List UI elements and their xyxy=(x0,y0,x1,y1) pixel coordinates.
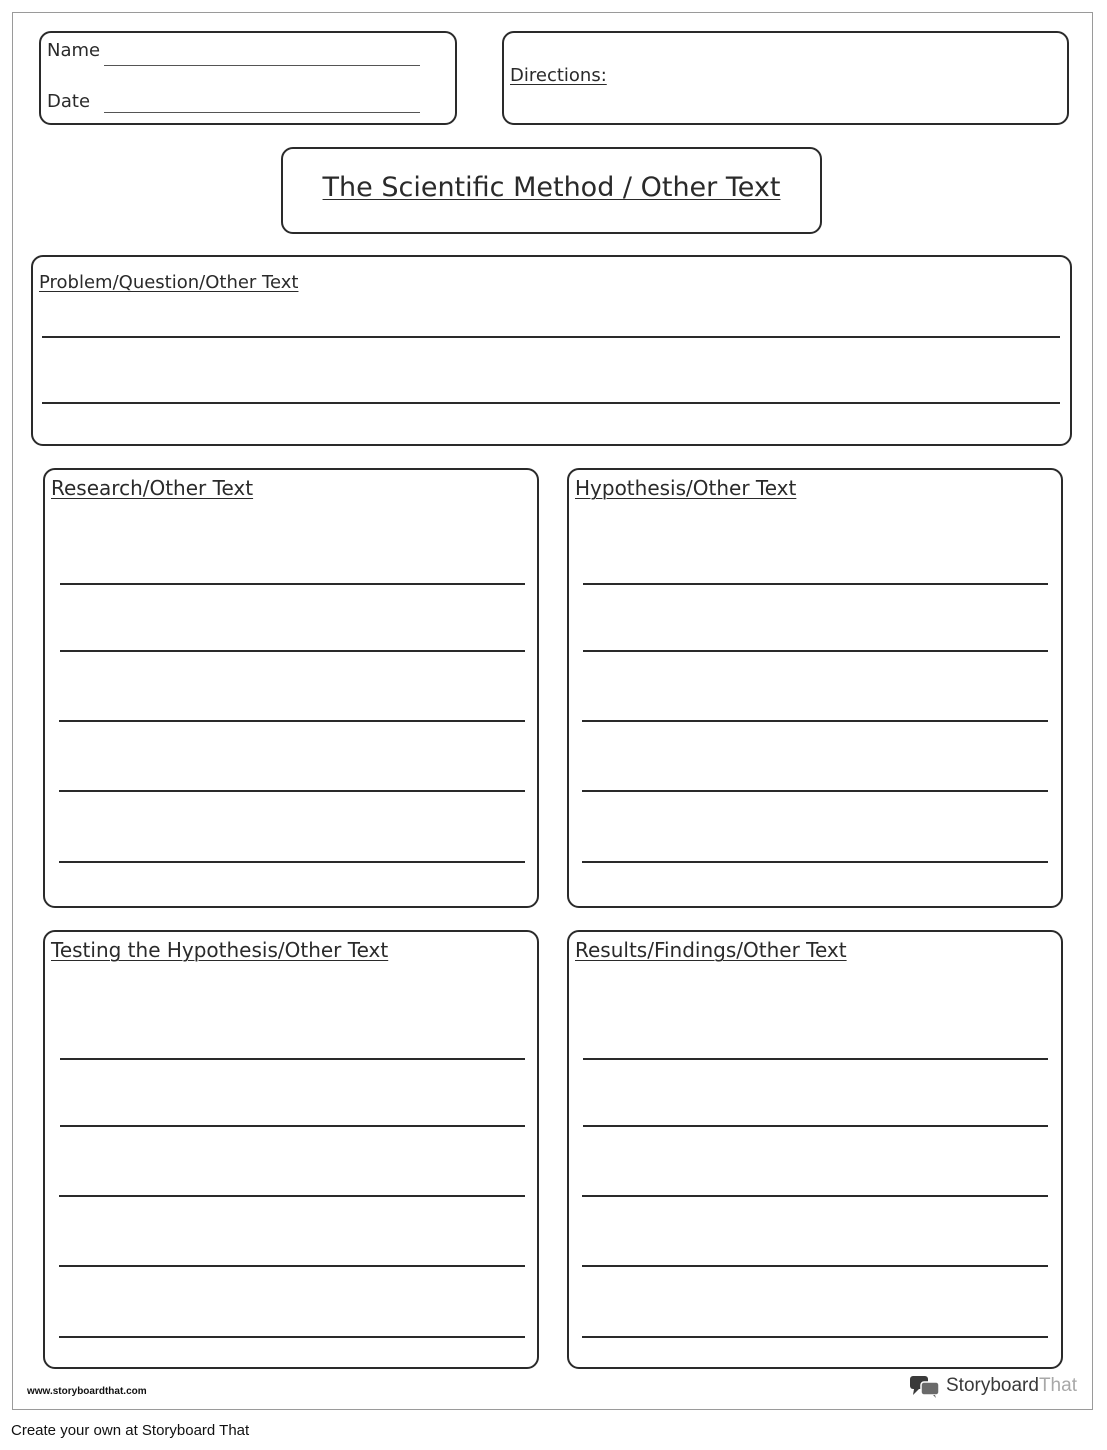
research-label: Research/Other Text xyxy=(51,476,254,500)
brand-text xyxy=(946,1375,1077,1397)
research-line-4[interactable] xyxy=(59,790,525,792)
speech-bubbles-icon xyxy=(909,1374,941,1398)
name-date-box xyxy=(39,31,457,125)
footer-url[interactable]: www.storyboardthat.com xyxy=(27,1386,147,1397)
research-line-2[interactable] xyxy=(60,650,525,652)
testing-box xyxy=(43,930,539,1369)
brand-light: That xyxy=(1038,1375,1077,1396)
hypothesis-line-1[interactable] xyxy=(583,583,1048,585)
results-line-1[interactable] xyxy=(583,1058,1048,1060)
testing-line-1[interactable] xyxy=(60,1058,525,1060)
results-line-3[interactable] xyxy=(582,1195,1048,1197)
hypothesis-line-3[interactable] xyxy=(582,720,1048,722)
create-own-caption[interactable]: Create your own at Storyboard That xyxy=(11,1422,250,1439)
testing-line-2[interactable] xyxy=(60,1125,525,1127)
problem-line-2[interactable] xyxy=(42,402,1060,404)
testing-line-5[interactable] xyxy=(59,1336,525,1338)
name-field[interactable] xyxy=(104,65,420,66)
problem-label: Problem/Question/Other Text xyxy=(39,272,299,293)
directions-label: Directions: xyxy=(510,65,607,86)
name-label: Name xyxy=(47,40,101,61)
date-field[interactable] xyxy=(104,112,420,113)
research-line-1[interactable] xyxy=(60,583,525,585)
hypothesis-line-2[interactable] xyxy=(583,650,1048,652)
research-box xyxy=(43,468,539,908)
hypothesis-box xyxy=(567,468,1063,908)
page-title: The Scientific Method / Other Text xyxy=(322,172,781,203)
results-line-4[interactable] xyxy=(582,1265,1048,1267)
research-line-5[interactable] xyxy=(59,861,525,863)
problem-line-1[interactable] xyxy=(42,336,1060,338)
brand-main: Storyboard xyxy=(946,1375,1039,1396)
results-box xyxy=(567,930,1063,1369)
testing-label: Testing the Hypothesis/Other Text xyxy=(51,938,389,962)
storyboard-that-logo[interactable] xyxy=(909,1374,1077,1398)
testing-line-4[interactable] xyxy=(59,1265,525,1267)
hypothesis-line-5[interactable] xyxy=(582,861,1048,863)
testing-line-3[interactable] xyxy=(59,1195,525,1197)
date-label: Date xyxy=(47,91,91,112)
hypothesis-label: Hypothesis/Other Text xyxy=(575,476,797,500)
results-line-5[interactable] xyxy=(582,1336,1048,1338)
hypothesis-line-4[interactable] xyxy=(582,790,1048,792)
research-line-3[interactable] xyxy=(59,720,525,722)
results-label: Results/Findings/Other Text xyxy=(575,938,847,962)
results-line-2[interactable] xyxy=(583,1125,1048,1127)
